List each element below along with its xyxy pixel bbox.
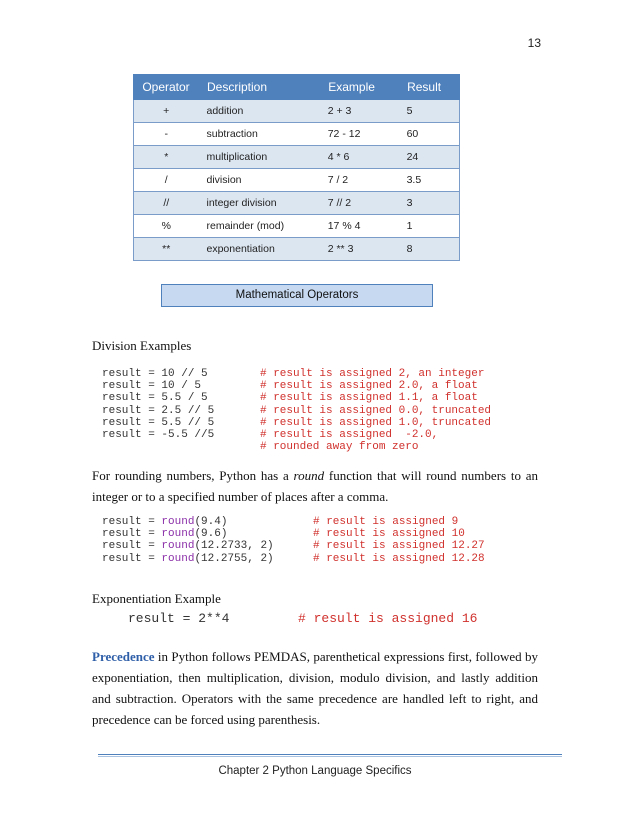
cell-description: integer division — [199, 192, 320, 215]
precedence-term: Precedence — [92, 649, 155, 664]
cell-description: subtraction — [199, 123, 320, 146]
cell-operator: - — [134, 123, 199, 146]
precedence-paragraph — [92, 646, 538, 730]
code-comment: # result is assigned 10 — [313, 528, 465, 541]
cell-description: exponentiation — [199, 238, 320, 261]
cell-description: multiplication — [199, 146, 320, 169]
code-comment: # result is assigned 16 — [298, 611, 478, 626]
code-comment: # result is assigned 0.0, truncated — [260, 404, 492, 417]
exponent-heading: Exponentiation Example — [92, 591, 221, 606]
cell-operator: + — [134, 100, 199, 123]
cell-result: 24 — [399, 146, 460, 169]
header-description: Description — [199, 75, 320, 100]
cell-example: 7 / 2 — [320, 169, 399, 192]
cell-result: 60 — [399, 123, 460, 146]
rounding-paragraph — [92, 465, 538, 507]
cell-example: 4 * 6 — [320, 146, 399, 169]
code-comment: # result is assigned 1.1, a float — [260, 392, 478, 405]
cell-result: 1 — [399, 215, 460, 238]
code-comment: # result is assigned 9 — [313, 516, 459, 528]
code-line: result = round(12.2755, 2) — [102, 552, 274, 565]
cell-description: remainder (mod) — [199, 215, 320, 238]
cell-operator: // — [134, 192, 199, 215]
code-line: result = -5.5 //5 — [102, 429, 215, 442]
header-example: Example — [320, 75, 399, 100]
division-code-block — [102, 368, 214, 441]
footer-rule — [98, 754, 562, 755]
round-term: round — [293, 468, 325, 483]
cell-example: 2 + 3 — [320, 100, 399, 123]
cell-example: 2 ** 3 — [320, 238, 399, 261]
operators-table — [133, 74, 460, 261]
cell-operator: / — [134, 169, 199, 192]
code-line: result = round(9.6) — [102, 528, 228, 541]
table-row — [134, 146, 460, 169]
cell-result: 8 — [399, 238, 460, 261]
cell-operator: % — [134, 215, 199, 238]
precedence-text: in Python follows PEMDAS, parenthetical expressions first, followed by exponentiation, then multiplication, division, modulo division, and lastly addition and subtraction. Operators with the same precedence are handled left to right, and precedence can be forced using parenthesis. — [92, 649, 538, 727]
footer-rule-shadow — [98, 756, 562, 757]
code-line: result = 10 // 5 — [102, 368, 208, 380]
table-row — [134, 169, 460, 192]
cell-result: 3 — [399, 192, 460, 215]
page-number: 13 — [527, 36, 541, 50]
table-header-row — [134, 75, 460, 100]
code-line: result = 5.5 / 5 — [102, 392, 208, 405]
code-comment: # result is assigned -2.0, — [260, 429, 439, 442]
table-row — [134, 238, 460, 261]
division-comments — [260, 368, 491, 453]
header-operator: Operator — [134, 75, 199, 100]
code-comment: # rounded away from zero — [260, 441, 419, 454]
code-line: result = 10 / 5 — [102, 380, 202, 393]
code-comment: # result is assigned 1.0, truncated — [260, 416, 492, 429]
cell-example: 17 % 4 — [320, 215, 399, 238]
code-line: result = round(12.2733, 2) — [102, 540, 274, 553]
code-line: result = round(9.4) — [102, 516, 228, 528]
exponent-comment — [298, 611, 477, 626]
cell-result: 3.5 — [399, 169, 460, 192]
code-line: result = 5.5 // 5 — [102, 416, 215, 429]
exponent-code: result = 2**4 — [128, 611, 230, 626]
cell-description: addition — [199, 100, 320, 123]
cell-description: division — [199, 169, 320, 192]
code-comment: # result is assigned 12.27 — [313, 540, 485, 553]
rounding-code-block — [102, 516, 274, 565]
rounding-text: function that will round numbers to an integer or to a specified number of places after a comma. — [92, 468, 538, 504]
cell-example: 7 // 2 — [320, 192, 399, 215]
code-line: result = 2.5 // 5 — [102, 404, 215, 417]
cell-operator: ** — [134, 238, 199, 261]
rounding-comments — [313, 516, 485, 565]
table-row — [134, 100, 460, 123]
table-row — [134, 123, 460, 146]
code-comment: # result is assigned 2.0, a float — [260, 380, 478, 393]
rounding-text: For rounding numbers, Python has a — [92, 468, 294, 483]
table-caption: Mathematical Operators — [161, 284, 433, 307]
cell-result: 5 — [399, 100, 460, 123]
table-row — [134, 215, 460, 238]
code-comment: # result is assigned 12.28 — [313, 552, 485, 565]
header-result: Result — [399, 75, 460, 100]
footer-chapter-title: Chapter 2 Python Language Specifics — [218, 765, 412, 777]
cell-example: 72 - 12 — [320, 123, 399, 146]
code-comment: # result is assigned 2, an integer — [260, 368, 485, 380]
cell-operator: * — [134, 146, 199, 169]
table-row — [134, 192, 460, 215]
division-heading: Division Examples — [92, 338, 192, 353]
